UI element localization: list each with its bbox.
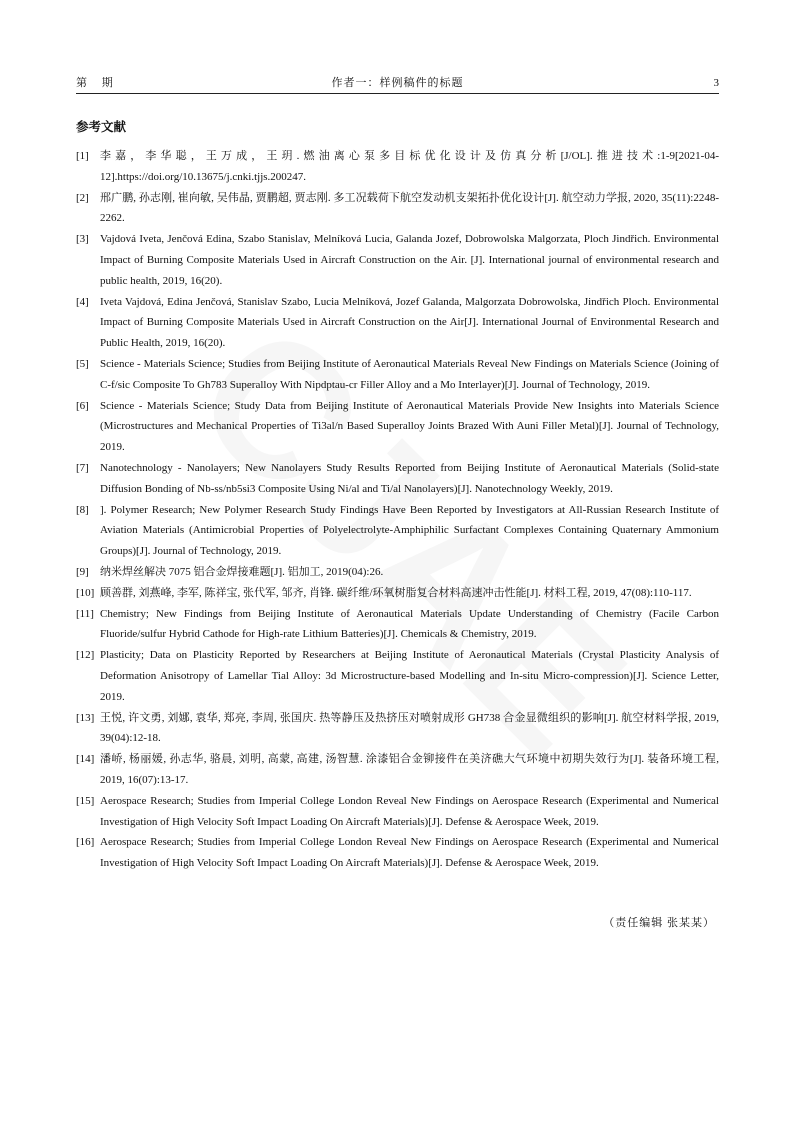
- reference-number: [8]: [76, 503, 89, 516]
- reference-text: Nanotechnology - Nanolayers; New Nanolayers Study Results Reported from Beijing Institute of Aeronautical Materials (Solid-state Diffusion Bonding of Nb-ss/nb5si3 Composite Using Ni/al and Ti/al Nanolayers)[J]. Nanotechnology Weekly, 2019.: [100, 461, 719, 495]
- reference-number: [4]: [76, 295, 89, 308]
- editor-note: （责任编辑 张某某）: [603, 917, 715, 929]
- reference-text: ]. Polymer Research; New Polymer Research Study Findings Have Been Reported by Investigators at All-Russian Research Institute of Aviation Materials (Antimicrobial Properties of Polyelectrolyte-Amphiphilic Surfactant Complexes Containing Quaternary Ammonium Groups)[J]. Journal of Technology, 2019.: [100, 503, 719, 558]
- reference-text: Aerospace Research; Studies from Imperial College London Reveal New Findings on Aerospace Research (Experimental and Numerical Investigation of High Velocity Soft Impact Loading On Aircraft Materials)[J]. Defense & Aerospace Week, 2019.: [100, 794, 719, 828]
- references-heading: 参考文献: [76, 119, 127, 134]
- reference-text: 顾善群, 刘燕峰, 李军, 陈祥宝, 张代军, 邹齐, 肖锋. 碳纤维/环氧树脂复合材料高速冲击性能[J]. 材料工程, 2019, 47(08):110-117.: [100, 586, 692, 599]
- reference-list: [76, 146, 719, 874]
- reference-text: Aerospace Research; Studies from Imperial College London Reveal New Findings on Aerospace Research (Experimental and Numerical Investigation of High Velocity Soft Impact Loading On Aircraft Materials)[J]. Defense & Aerospace Week, 2019.: [100, 836, 719, 870]
- reference-number: [1]: [76, 150, 89, 162]
- reference-number: [2]: [76, 191, 89, 204]
- reference-item: [76, 562, 719, 583]
- reference-text: Science - Materials Science; Studies from Beijing Institute of Aeronautical Materials Reveal New Findings on Materials Science (Joining of C-f/sic Composite To Gh783 Superalloy With Nipdptau-cr Filler Alloy and a Mo Interlayer)[J]. Journal of Technology, 2019.: [100, 357, 719, 391]
- reference-item: [76, 645, 719, 707]
- reference-text: Plasticity; Data on Plasticity Reported by Researchers at Beijing Institute of Aeronautical Materials (Crystal Plasticity Analysis of Deformation Anisotropy of Lamellar Tial Alloy: 3d Microstructure-based Modelling and In-situ Micro-compression)[J]. Science Letter, 2019.: [100, 649, 719, 703]
- reference-text: 潘峤, 杨丽媛, 孙志华, 骆晨, 刘明, 高蒙, 高建, 汤智慧. 涂漆铝合金铆接件在美济礁大气环境中初期失效行为[J]. 装备环境工程, 2019, 16(07):13-17.: [100, 753, 719, 786]
- reference-item: [76, 292, 719, 354]
- reference-item: [76, 583, 719, 604]
- reference-number: [13]: [76, 711, 95, 724]
- issue-label: 第 期: [76, 77, 119, 89]
- reference-item: [76, 749, 719, 791]
- reference-text: Vajdová Iveta, Jenčová Edina, Szabo Stanislav, Melníková Lucia, Galanda Jozef, Dobrowolska Malgorzata, Ploch Jindřich. Environmental Impact of Burning Composite Materials Used in Aircraft Construction on the Air. [J]. International journal of environmental research and public health, 2019, 16(20).: [100, 233, 719, 287]
- reference-number: [14]: [76, 753, 95, 766]
- reference-text: 王悦, 许文勇, 刘娜, 袁华, 郑亮, 李周, 张国庆. 热等静压及热挤压对喷射成形 GH738 合金显微组织的影响[J]. 航空材料学报, 2019, 39(04):12-18.: [100, 711, 719, 745]
- reference-item: [76, 500, 719, 562]
- reference-item: [76, 458, 719, 500]
- reference-item: [76, 229, 719, 291]
- reference-number: [15]: [76, 794, 95, 807]
- reference-number: [12]: [76, 649, 95, 662]
- reference-number: [11]: [76, 607, 94, 620]
- reference-number: [10]: [76, 586, 95, 599]
- reference-text: 纳米焊丝解决 7075 铝合金焊接难题[J]. 铝加工, 2019(04):26.: [100, 565, 384, 578]
- reference-number: [6]: [76, 399, 89, 412]
- reference-number: [7]: [76, 461, 89, 474]
- reference-item: [76, 188, 719, 230]
- reference-item: [76, 708, 719, 750]
- reference-item: [76, 396, 719, 458]
- reference-text: Iveta Vajdová, Edina Jenčová, Stanislav Szabo, Lucia Melníková, Jozef Galanda, Malgorzata Dobrowolska, Jindřich Ploch. Environmental Impact of Burning Composite Materials Used in Aircraft Construction on the Air[J]. International Journal of Environmental Research and Public Health, 2019, 16(20).: [100, 295, 719, 350]
- reference-item: [76, 791, 719, 833]
- reference-item: [76, 604, 719, 646]
- reference-item: [76, 146, 719, 188]
- reference-number: [3]: [76, 233, 89, 246]
- reference-text: Science - Materials Science; Study Data from Beijing Institute of Aeronautical Materials Provide New Insights into Materials Science (Microstructures and Mechanical Properties of Ti3al/n Based Superalloy Joints Brazed With Auni Filler Metal)[J]. Journal of Technology, 2019.: [100, 399, 719, 454]
- reference-number: [5]: [76, 357, 89, 370]
- page-number: 3: [713, 77, 719, 89]
- page-header: [76, 76, 719, 92]
- reference-text: 邢广鹏, 孙志刚, 崔向敏, 吴伟晶, 贾鹏超, 贾志刚. 多工况载荷下航空发动机支架拓扑优化设计[J]. 航空动力学报, 2020, 35(11):2248-2262.: [100, 191, 719, 225]
- reference-text: Chemistry; New Findings from Beijing Institute of Aeronautical Materials Update Understanding of Chemistry (Facile Carbon Fluoride/sulfur Hybrid Cathode for High-rate Lithium Batteries)[J]. Chemicals & Chemistry, 2019.: [100, 607, 719, 641]
- reference-text: 李嘉，李华聪，王万成，王玥.燃油离心泵多目标优化设计及仿真分析[J/OL].推进技术:1-9[2021-04-12].https://doi.org/10.13675/j.cnki.tjjs.200247.: [100, 150, 719, 183]
- reference-item: [76, 354, 719, 396]
- running-title: 作者一：样例稿件的标题: [331, 77, 464, 89]
- reference-item: [76, 832, 719, 874]
- reference-number: [16]: [76, 836, 95, 849]
- reference-number: [9]: [76, 565, 89, 578]
- header-rule: [76, 93, 719, 94]
